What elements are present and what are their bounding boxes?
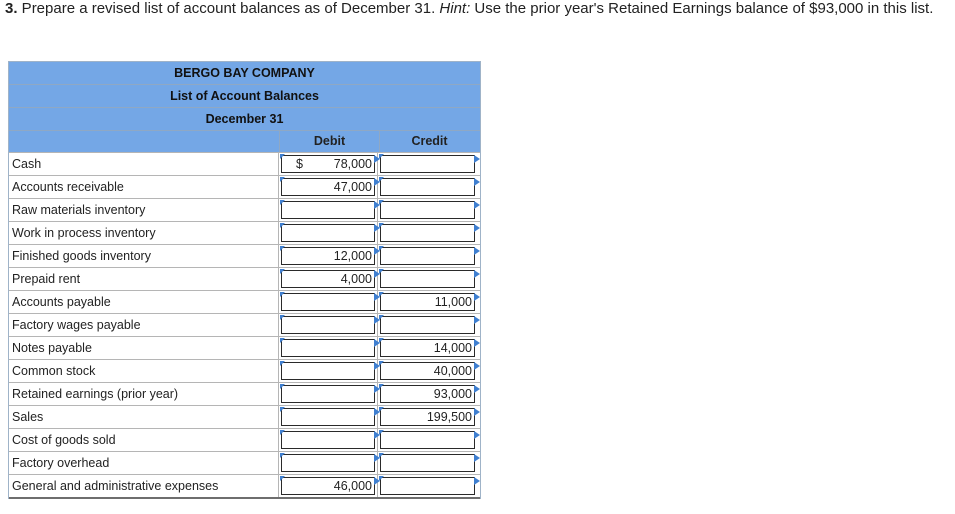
credit-input[interactable] bbox=[380, 362, 475, 380]
credit-input[interactable] bbox=[380, 247, 475, 265]
debit-input[interactable] bbox=[281, 178, 375, 196]
table-row bbox=[9, 244, 480, 267]
credit-value: 14,000 bbox=[433, 341, 472, 355]
debit-value: 4,000 bbox=[340, 272, 372, 286]
debit-cell bbox=[279, 360, 378, 382]
account-label: Accounts receivable bbox=[9, 176, 279, 198]
dropdown-marker-icon bbox=[379, 315, 384, 320]
account-label: Work in process inventory bbox=[9, 222, 279, 244]
table-row bbox=[9, 359, 480, 382]
table-row bbox=[9, 175, 480, 198]
expand-arrow-icon bbox=[474, 454, 480, 462]
credit-cell bbox=[378, 291, 477, 313]
account-balances-table bbox=[8, 61, 481, 499]
dropdown-marker-icon bbox=[280, 269, 285, 274]
dropdown-marker-icon bbox=[280, 154, 285, 159]
table-row bbox=[9, 382, 480, 405]
debit-input[interactable] bbox=[281, 385, 375, 403]
table-row bbox=[9, 451, 480, 474]
credit-input[interactable] bbox=[380, 477, 475, 495]
account-label: Cash bbox=[9, 153, 279, 175]
debit-input[interactable] bbox=[281, 270, 375, 288]
dropdown-marker-icon bbox=[379, 430, 384, 435]
credit-input[interactable] bbox=[380, 155, 475, 173]
account-label: Accounts payable bbox=[9, 291, 279, 313]
column-header-account bbox=[9, 131, 280, 152]
table-row bbox=[9, 336, 480, 359]
debit-value: 12,000 bbox=[333, 249, 372, 263]
debit-cell bbox=[279, 337, 378, 359]
debit-input[interactable] bbox=[281, 155, 375, 173]
account-label: Factory overhead bbox=[9, 452, 279, 474]
credit-value: 199,500 bbox=[426, 410, 472, 424]
account-label: Prepaid rent bbox=[9, 268, 279, 290]
dropdown-marker-icon bbox=[379, 453, 384, 458]
dropdown-marker-icon bbox=[280, 292, 285, 297]
dropdown-marker-icon bbox=[379, 246, 384, 251]
dropdown-marker-icon bbox=[379, 269, 384, 274]
account-label: Sales bbox=[9, 406, 279, 428]
dropdown-marker-icon bbox=[280, 315, 285, 320]
debit-cell bbox=[279, 268, 378, 290]
debit-cell bbox=[279, 245, 378, 267]
debit-input[interactable] bbox=[281, 316, 375, 334]
debit-input[interactable] bbox=[281, 408, 375, 426]
debit-input[interactable] bbox=[281, 454, 375, 472]
debit-input[interactable] bbox=[281, 224, 375, 242]
hint-label: Hint: bbox=[439, 0, 471, 17]
question-number: 3. bbox=[5, 0, 18, 17]
expand-arrow-icon bbox=[474, 362, 480, 370]
dropdown-marker-icon bbox=[379, 338, 384, 343]
account-label: Cost of goods sold bbox=[9, 429, 279, 451]
credit-cell bbox=[378, 314, 477, 336]
credit-cell bbox=[378, 199, 477, 221]
credit-cell bbox=[378, 337, 477, 359]
credit-cell bbox=[378, 268, 477, 290]
credit-cell bbox=[378, 153, 477, 175]
dropdown-marker-icon bbox=[379, 384, 384, 389]
dropdown-marker-icon bbox=[280, 476, 285, 481]
dropdown-marker-icon bbox=[379, 292, 384, 297]
debit-value: 46,000 bbox=[333, 479, 372, 493]
expand-arrow-icon bbox=[474, 247, 480, 255]
dropdown-marker-icon bbox=[280, 407, 285, 412]
table-row bbox=[9, 198, 480, 221]
debit-value: 47,000 bbox=[333, 180, 372, 194]
debit-input[interactable] bbox=[281, 477, 375, 495]
credit-value: 40,000 bbox=[433, 364, 472, 378]
dropdown-marker-icon bbox=[379, 476, 384, 481]
currency-symbol: $ bbox=[296, 157, 303, 171]
dropdown-marker-icon bbox=[379, 154, 384, 159]
account-label: Factory wages payable bbox=[9, 314, 279, 336]
credit-cell bbox=[378, 475, 477, 497]
dropdown-marker-icon bbox=[280, 384, 285, 389]
expand-arrow-icon bbox=[474, 408, 480, 416]
account-label: Retained earnings (prior year) bbox=[9, 383, 279, 405]
table-row bbox=[9, 428, 480, 451]
table-row bbox=[9, 152, 480, 175]
expand-arrow-icon bbox=[474, 155, 480, 163]
debit-cell bbox=[279, 383, 378, 405]
debit-cell bbox=[279, 153, 378, 175]
debit-input[interactable] bbox=[281, 362, 375, 380]
credit-cell bbox=[378, 360, 477, 382]
credit-cell bbox=[378, 222, 477, 244]
credit-input[interactable] bbox=[380, 293, 475, 311]
credit-cell bbox=[378, 383, 477, 405]
expand-arrow-icon bbox=[474, 339, 480, 347]
table-title: List of Account Balances bbox=[9, 84, 480, 107]
debit-input[interactable] bbox=[281, 293, 375, 311]
table-date: December 31 bbox=[9, 107, 480, 130]
account-label: Common stock bbox=[9, 360, 279, 382]
dropdown-marker-icon bbox=[280, 223, 285, 228]
account-label: General and administrative expenses bbox=[9, 475, 279, 497]
credit-input[interactable] bbox=[380, 431, 475, 449]
debit-input[interactable] bbox=[281, 431, 375, 449]
expand-arrow-icon bbox=[474, 178, 480, 186]
table-row bbox=[9, 474, 480, 499]
credit-input[interactable] bbox=[380, 408, 475, 426]
dropdown-marker-icon bbox=[280, 177, 285, 182]
credit-input[interactable] bbox=[380, 385, 475, 403]
credit-input[interactable] bbox=[380, 339, 475, 357]
table-row bbox=[9, 267, 480, 290]
question-prompt bbox=[5, 0, 940, 18]
debit-cell bbox=[279, 475, 378, 497]
dropdown-marker-icon bbox=[280, 430, 285, 435]
credit-input[interactable] bbox=[380, 316, 475, 334]
debit-cell bbox=[279, 429, 378, 451]
table-body bbox=[9, 152, 480, 499]
column-header-credit: Credit bbox=[411, 134, 448, 148]
debit-cell bbox=[279, 291, 378, 313]
dropdown-marker-icon bbox=[280, 338, 285, 343]
expand-arrow-icon bbox=[474, 385, 480, 393]
dropdown-marker-icon bbox=[379, 361, 384, 366]
credit-cell bbox=[378, 452, 477, 474]
debit-cell bbox=[279, 314, 378, 336]
expand-arrow-icon bbox=[474, 201, 480, 209]
dropdown-marker-icon bbox=[280, 200, 285, 205]
table-row bbox=[9, 221, 480, 244]
dropdown-marker-icon bbox=[280, 246, 285, 251]
account-label: Raw materials inventory bbox=[9, 199, 279, 221]
debit-cell bbox=[279, 406, 378, 428]
column-header-debit: Debit bbox=[280, 131, 380, 152]
debit-cell bbox=[279, 199, 378, 221]
credit-input[interactable] bbox=[380, 178, 475, 196]
credit-cell bbox=[378, 176, 477, 198]
expand-arrow-icon bbox=[474, 477, 480, 485]
table-row bbox=[9, 290, 480, 313]
debit-input[interactable] bbox=[281, 339, 375, 357]
expand-arrow-icon bbox=[474, 224, 480, 232]
credit-value: 11,000 bbox=[434, 295, 472, 309]
expand-arrow-icon bbox=[474, 316, 480, 324]
credit-input[interactable] bbox=[380, 270, 475, 288]
table-row bbox=[9, 405, 480, 428]
credit-input[interactable] bbox=[380, 224, 475, 242]
expand-arrow-icon bbox=[474, 293, 480, 301]
credit-value: 93,000 bbox=[433, 387, 472, 401]
debit-input[interactable] bbox=[281, 247, 375, 265]
dropdown-marker-icon bbox=[379, 200, 384, 205]
column-header-row bbox=[9, 130, 480, 152]
credit-input[interactable] bbox=[380, 454, 475, 472]
credit-cell bbox=[378, 406, 477, 428]
question-text: Prepare a revised list of account balances as of December 31. bbox=[17, 0, 440, 17]
account-label: Finished goods inventory bbox=[9, 245, 279, 267]
account-label: Notes payable bbox=[9, 337, 279, 359]
debit-input[interactable] bbox=[281, 201, 375, 219]
credit-cell bbox=[378, 429, 477, 451]
expand-arrow-icon bbox=[474, 270, 480, 278]
credit-input[interactable] bbox=[380, 201, 475, 219]
dropdown-marker-icon bbox=[379, 223, 384, 228]
hint-text: Use the prior year's Retained Earnings balance of $93,000 in this list. bbox=[470, 0, 934, 17]
dropdown-marker-icon bbox=[379, 177, 384, 182]
expand-arrow-icon bbox=[474, 431, 480, 439]
debit-cell bbox=[279, 176, 378, 198]
dropdown-marker-icon bbox=[280, 453, 285, 458]
company-name: BERGO BAY COMPANY bbox=[9, 61, 480, 84]
dropdown-marker-icon bbox=[379, 407, 384, 412]
debit-cell bbox=[279, 452, 378, 474]
debit-cell bbox=[279, 222, 378, 244]
table-row bbox=[9, 313, 480, 336]
debit-value: 78,000 bbox=[333, 157, 372, 171]
dropdown-marker-icon bbox=[280, 361, 285, 366]
credit-cell bbox=[378, 245, 477, 267]
